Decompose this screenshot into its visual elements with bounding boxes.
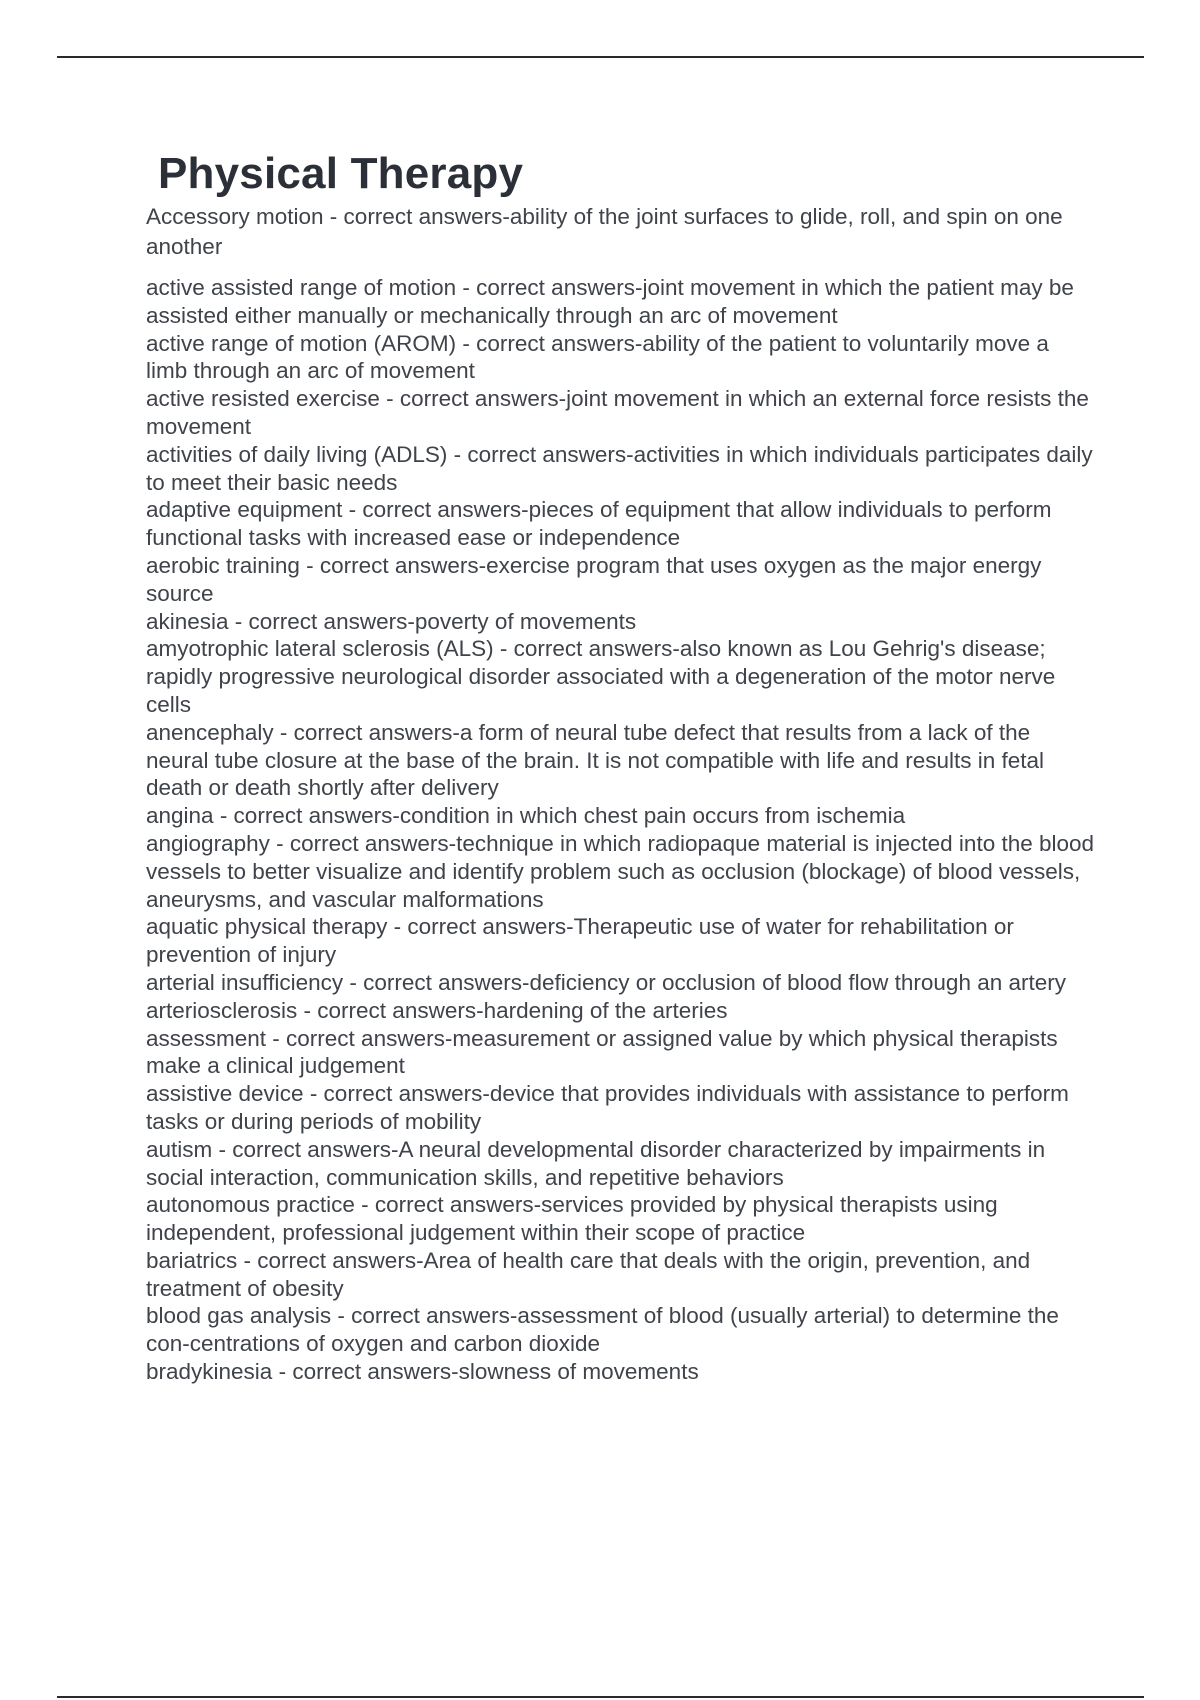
glossary-entry: bariatrics - correct answers-Area of health care that deals with the origin, prevention, and treatment of obesity bbox=[146, 1247, 1031, 1301]
glossary-entry: activities of daily living (ADLS) - correct answers-activities in which individuals participates daily to meet their basic needs bbox=[146, 441, 1093, 495]
document-body bbox=[146, 146, 1096, 1386]
glossary-entry: active assisted range of motion - correct answers-joint movement in which the patient may be assisted either manually or mechanically through an arc of movement bbox=[146, 275, 1074, 328]
glossary-entry: angina - correct answers-condition in which chest pain occurs from ischemia bbox=[146, 803, 906, 829]
glossary-entry-first: Accessory motion - correct answers-ability of the joint surfaces to glide, roll, and spin on one another bbox=[146, 204, 1063, 259]
glossary-entry: assessment - correct answers-measurement or assigned value by which physical therapists make a clinical judgement bbox=[146, 1025, 1058, 1079]
glossary-entry: aquatic physical therapy - correct answers-Therapeutic use of water for rehabilitation or prevention of injury bbox=[146, 914, 1014, 968]
top-divider bbox=[57, 56, 1144, 58]
glossary-entry: arterial insufficiency - correct answers-deficiency or occlusion of blood flow through an artery bbox=[146, 969, 1067, 995]
glossary-entry: autism - correct answers-A neural developmental disorder characterized by impairments in social interaction, communication skills, and repetitive behaviors bbox=[146, 1136, 1046, 1190]
glossary-entry: bradykinesia - correct answers-slowness of movements bbox=[146, 1359, 699, 1385]
glossary-entry: adaptive equipment - correct answers-pieces of equipment that allow individuals to perform functional tasks with increased ease or independence bbox=[146, 497, 1052, 551]
glossary-entry: active resisted exercise - correct answers-joint movement in which an external force resists the movement bbox=[146, 386, 1089, 439]
glossary-entry: assistive device - correct answers-device that provides individuals with assistance to perform tasks or during periods of mobility bbox=[146, 1081, 1069, 1134]
glossary-entry: arteriosclerosis - correct answers-hardening of the arteries bbox=[146, 997, 728, 1023]
glossary-entry: blood gas analysis - correct answers-assessment of blood (usually arterial) to determine the con-centrations of oxygen and carbon dioxide bbox=[146, 1303, 1059, 1357]
glossary-entry: autonomous practice - correct answers-services provided by physical therapists using independent, professional judgement within their scope of practice bbox=[146, 1192, 998, 1246]
glossary-entry: amyotrophic lateral sclerosis (ALS) - correct answers-also known as Lou Gehrig's disease; rapidly progressive neurological disorder associated with a degeneration of the motor nerve cells bbox=[146, 636, 1056, 717]
glossary-entry: angiography - correct answers-technique in which radiopaque material is injected into the blood vessels to better visualize and identify problem such as occlusion (blockage) of blood vessels, aneurysms, and vascular malformations bbox=[146, 830, 1095, 912]
page-title: Physical Therapy bbox=[158, 149, 524, 198]
glossary-entry: aerobic training - correct answers-exercise program that uses oxygen as the major energy source bbox=[146, 552, 1042, 606]
glossary-entry: akinesia - correct answers-poverty of movements bbox=[146, 608, 637, 634]
bottom-divider bbox=[57, 1696, 1144, 1698]
glossary-entry: active range of motion (AROM) - correct answers-ability of the patient to voluntarily move a limb through an arc of movement bbox=[146, 330, 1049, 384]
glossary-entry: anencephaly - correct answers-a form of neural tube defect that results from a lack of the neural tube closure at the base of the brain. It is not compatible with life and results in fetal death or death shortly after delivery bbox=[146, 719, 1045, 801]
glossary-list bbox=[146, 274, 1096, 1386]
